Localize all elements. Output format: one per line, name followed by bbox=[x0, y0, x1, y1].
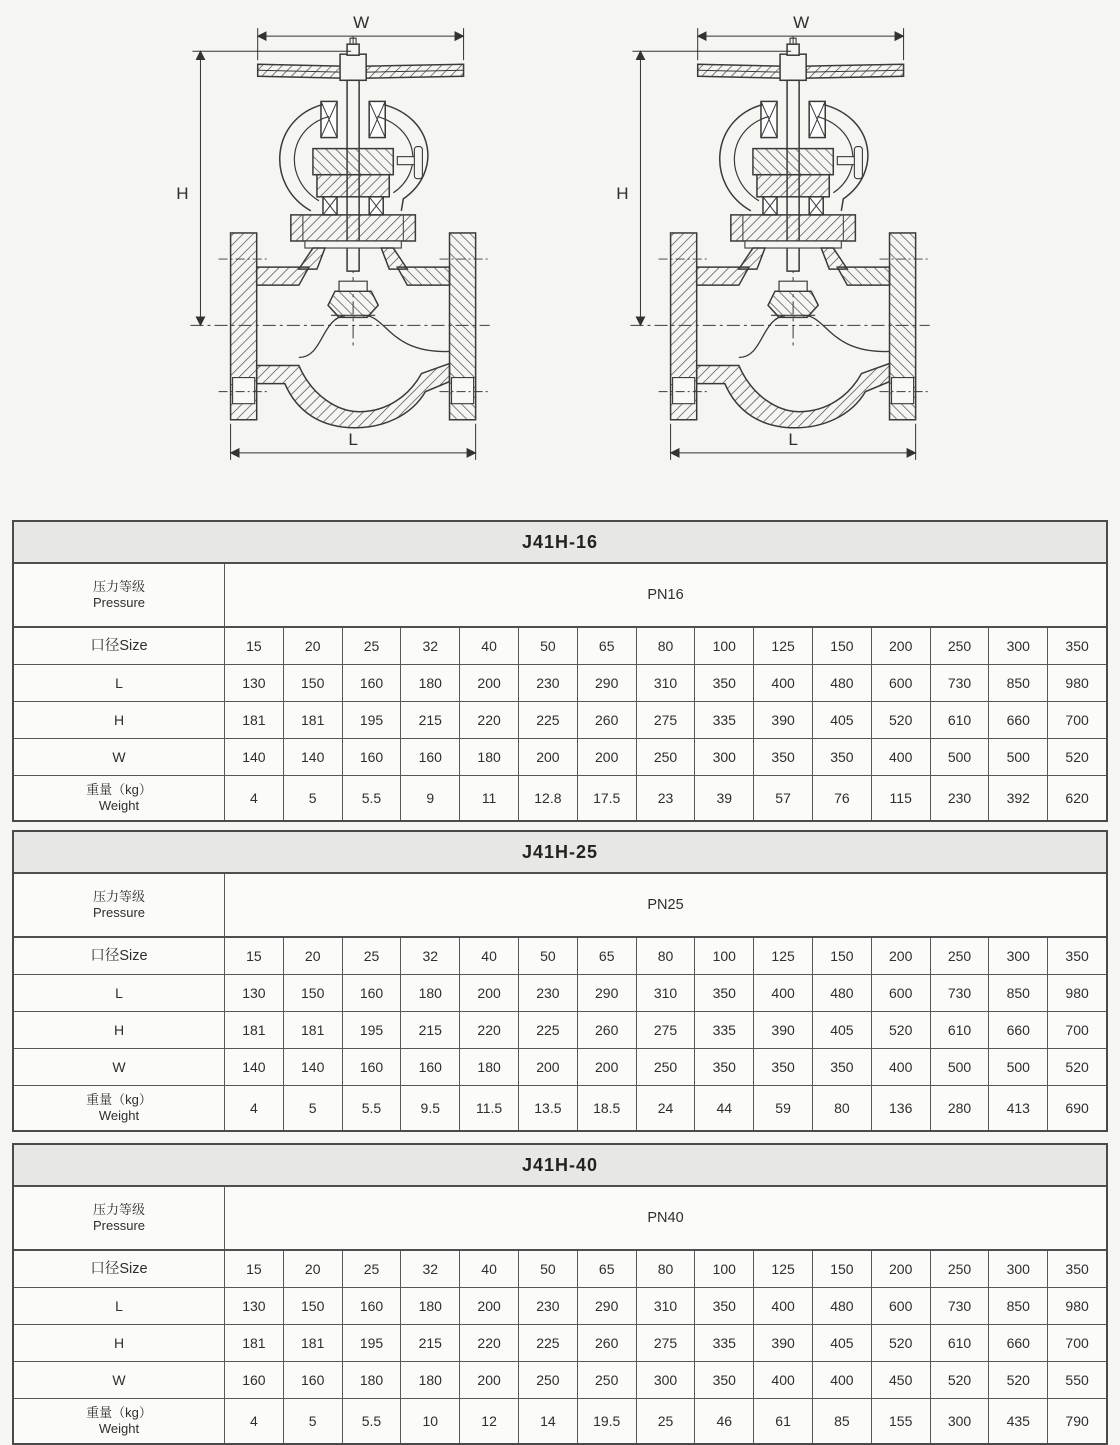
table-title: J41H-25 bbox=[14, 832, 1106, 872]
data-cell: 520 bbox=[988, 1362, 1047, 1398]
data-cell: 160 bbox=[400, 1049, 459, 1085]
data-cell: 140 bbox=[224, 1049, 283, 1085]
data-cell: 25 bbox=[636, 1399, 695, 1443]
size-value-cell: 300 bbox=[988, 628, 1047, 664]
data-cell: 5 bbox=[283, 776, 342, 820]
data-cell: 400 bbox=[871, 1049, 930, 1085]
pressure-value-cell: PN16 bbox=[224, 564, 1106, 626]
data-cell: 350 bbox=[753, 739, 812, 775]
data-cell: 195 bbox=[342, 1012, 401, 1048]
size-value-cell: 125 bbox=[753, 938, 812, 974]
data-cell: 57 bbox=[753, 776, 812, 820]
data-cell: 140 bbox=[283, 1049, 342, 1085]
data-cell: 4 bbox=[224, 1399, 283, 1443]
size-value-cell: 32 bbox=[400, 628, 459, 664]
data-cell: 220 bbox=[459, 702, 518, 738]
size-value-cell: 200 bbox=[871, 628, 930, 664]
data-cell: 260 bbox=[577, 1012, 636, 1048]
size-value-cell: 100 bbox=[694, 1251, 753, 1287]
data-cell: 12 bbox=[459, 1399, 518, 1443]
row-label-cell bbox=[14, 1399, 224, 1443]
data-cell: 400 bbox=[753, 1288, 812, 1324]
data-cell: 200 bbox=[577, 739, 636, 775]
data-cell: 130 bbox=[224, 665, 283, 701]
size-value-cell: 65 bbox=[577, 628, 636, 664]
size-value-cell: 200 bbox=[871, 938, 930, 974]
size-value-cell: 40 bbox=[459, 628, 518, 664]
data-cell: 181 bbox=[283, 702, 342, 738]
pressure-label-cn: 压力等级 bbox=[92, 1201, 145, 1217]
data-cell: 790 bbox=[1047, 1399, 1106, 1443]
data-cell: 9.5 bbox=[400, 1086, 459, 1130]
row-label-cn: 重量（kg） bbox=[86, 781, 152, 797]
data-cell: 195 bbox=[342, 702, 401, 738]
data-cell: 140 bbox=[224, 739, 283, 775]
data-cell: 160 bbox=[342, 975, 401, 1011]
data-cell: 600 bbox=[871, 975, 930, 1011]
size-value-cell: 125 bbox=[753, 628, 812, 664]
data-cell: 44 bbox=[694, 1086, 753, 1130]
table-row bbox=[14, 1048, 1106, 1085]
data-cell: 480 bbox=[812, 1288, 871, 1324]
data-cell: 140 bbox=[283, 739, 342, 775]
size-value-cell: 20 bbox=[283, 1251, 342, 1287]
data-cell: 11 bbox=[459, 776, 518, 820]
size-value-cell: 15 bbox=[224, 938, 283, 974]
pressure-label-cn: 压力等级 bbox=[92, 888, 145, 904]
size-value-cell: 32 bbox=[400, 1251, 459, 1287]
row-label-cn: 重量（kg） bbox=[86, 1404, 152, 1420]
size-value-cell: 350 bbox=[1047, 938, 1106, 974]
table-row bbox=[14, 664, 1106, 701]
data-cell: 160 bbox=[224, 1362, 283, 1398]
data-cell: 19.5 bbox=[577, 1399, 636, 1443]
data-cell: 23 bbox=[636, 776, 695, 820]
data-cell: 130 bbox=[224, 975, 283, 1011]
size-row bbox=[14, 1249, 1106, 1287]
data-cell: 600 bbox=[871, 665, 930, 701]
data-cell: 610 bbox=[930, 1012, 989, 1048]
pressure-row bbox=[14, 872, 1106, 936]
table-title: J41H-40 bbox=[14, 1145, 1106, 1185]
data-cell: 520 bbox=[871, 1325, 930, 1361]
row-label-cell bbox=[14, 1086, 224, 1130]
data-cell: 500 bbox=[930, 1049, 989, 1085]
data-cell: 225 bbox=[518, 1325, 577, 1361]
table-row bbox=[14, 738, 1106, 775]
data-cell: 610 bbox=[930, 1325, 989, 1361]
data-cell: 980 bbox=[1047, 975, 1106, 1011]
size-value-cell: 150 bbox=[812, 628, 871, 664]
size-value-cell: 100 bbox=[694, 628, 753, 664]
size-value-cell: 40 bbox=[459, 1251, 518, 1287]
size-value-cell: 200 bbox=[871, 1251, 930, 1287]
data-cell: 450 bbox=[871, 1362, 930, 1398]
data-cell: 181 bbox=[224, 1325, 283, 1361]
data-cell: 350 bbox=[694, 1049, 753, 1085]
data-cell: 160 bbox=[342, 1049, 401, 1085]
pressure-value-cell: PN25 bbox=[224, 874, 1106, 936]
data-cell: 180 bbox=[342, 1362, 401, 1398]
data-cell: 136 bbox=[871, 1086, 930, 1130]
data-cell: 700 bbox=[1047, 702, 1106, 738]
data-cell: 13.5 bbox=[518, 1086, 577, 1130]
data-cell: 215 bbox=[400, 702, 459, 738]
data-cell: 225 bbox=[518, 1012, 577, 1048]
size-value-cell: 25 bbox=[342, 938, 401, 974]
data-cell: 155 bbox=[871, 1399, 930, 1443]
size-value-cell: 50 bbox=[518, 628, 577, 664]
data-cell: 730 bbox=[930, 1288, 989, 1324]
data-cell: 310 bbox=[636, 1288, 695, 1324]
data-cell: 215 bbox=[400, 1012, 459, 1048]
table-row bbox=[14, 1085, 1106, 1130]
globe-valve-section-drawing-right bbox=[600, 6, 936, 478]
data-cell: 335 bbox=[694, 1012, 753, 1048]
size-value-cell: 250 bbox=[930, 1251, 989, 1287]
data-cell: 660 bbox=[988, 1012, 1047, 1048]
row-label-cell bbox=[14, 776, 224, 820]
size-value-cell: 40 bbox=[459, 938, 518, 974]
data-cell: 550 bbox=[1047, 1362, 1106, 1398]
data-cell: 230 bbox=[518, 975, 577, 1011]
data-cell: 230 bbox=[518, 1288, 577, 1324]
data-cell: 405 bbox=[812, 702, 871, 738]
data-cell: 350 bbox=[694, 1362, 753, 1398]
pressure-label-en: Pressure bbox=[92, 1217, 146, 1233]
data-cell: 400 bbox=[812, 1362, 871, 1398]
data-cell: 59 bbox=[753, 1086, 812, 1130]
spec-table-j41h-25 bbox=[12, 830, 1108, 1132]
size-value-cell: 65 bbox=[577, 1251, 636, 1287]
size-row bbox=[14, 936, 1106, 974]
size-value-cell: 80 bbox=[636, 938, 695, 974]
data-cell: 130 bbox=[224, 1288, 283, 1324]
data-cell: 400 bbox=[753, 1362, 812, 1398]
data-cell: 500 bbox=[988, 739, 1047, 775]
data-cell: 390 bbox=[753, 702, 812, 738]
data-cell: 290 bbox=[577, 975, 636, 1011]
row-label-cell: H bbox=[113, 711, 125, 728]
data-cell: 290 bbox=[577, 1288, 636, 1324]
size-value-cell: 350 bbox=[1047, 628, 1106, 664]
size-value-cell: 100 bbox=[694, 938, 753, 974]
data-cell: 300 bbox=[694, 739, 753, 775]
data-cell: 275 bbox=[636, 702, 695, 738]
data-cell: 195 bbox=[342, 1325, 401, 1361]
data-cell: 12.8 bbox=[518, 776, 577, 820]
size-value-cell: 20 bbox=[283, 628, 342, 664]
data-cell: 850 bbox=[988, 665, 1047, 701]
data-cell: 200 bbox=[518, 739, 577, 775]
data-cell: 610 bbox=[930, 702, 989, 738]
data-cell: 350 bbox=[812, 1049, 871, 1085]
spec-table-j41h-16 bbox=[12, 520, 1108, 822]
data-cell: 5 bbox=[283, 1086, 342, 1130]
data-cell: 700 bbox=[1047, 1325, 1106, 1361]
data-cell: 350 bbox=[812, 739, 871, 775]
data-cell: 260 bbox=[577, 702, 636, 738]
data-cell: 350 bbox=[694, 665, 753, 701]
data-cell: 730 bbox=[930, 665, 989, 701]
data-cell: 46 bbox=[694, 1399, 753, 1443]
data-cell: 76 bbox=[812, 776, 871, 820]
pressure-label-cell bbox=[14, 1187, 224, 1249]
size-value-cell: 80 bbox=[636, 1251, 695, 1287]
data-cell: 160 bbox=[400, 739, 459, 775]
data-cell: 200 bbox=[518, 1049, 577, 1085]
data-cell: 335 bbox=[694, 702, 753, 738]
data-cell: 250 bbox=[577, 1362, 636, 1398]
data-cell: 5.5 bbox=[342, 776, 401, 820]
data-cell: 85 bbox=[812, 1399, 871, 1443]
data-cell: 80 bbox=[812, 1086, 871, 1130]
data-cell: 405 bbox=[812, 1012, 871, 1048]
size-value-cell: 125 bbox=[753, 1251, 812, 1287]
table-row bbox=[14, 974, 1106, 1011]
data-cell: 520 bbox=[1047, 739, 1106, 775]
data-cell: 260 bbox=[577, 1325, 636, 1361]
pressure-row bbox=[14, 562, 1106, 626]
data-cell: 200 bbox=[459, 1288, 518, 1324]
size-value-cell: 350 bbox=[1047, 1251, 1106, 1287]
size-value-cell: 65 bbox=[577, 938, 636, 974]
data-cell: 600 bbox=[871, 1288, 930, 1324]
spec-table-j41h-40 bbox=[12, 1143, 1108, 1445]
size-value-cell: 15 bbox=[224, 1251, 283, 1287]
size-value-cell: 250 bbox=[930, 628, 989, 664]
size-label-cell: 口径Size bbox=[90, 1260, 148, 1277]
data-cell: 390 bbox=[753, 1325, 812, 1361]
data-cell: 5 bbox=[283, 1399, 342, 1443]
data-cell: 200 bbox=[459, 975, 518, 1011]
size-value-cell: 50 bbox=[518, 938, 577, 974]
row-label-cell: H bbox=[113, 1021, 125, 1038]
data-cell: 850 bbox=[988, 975, 1047, 1011]
data-cell: 350 bbox=[753, 1049, 812, 1085]
data-cell: 4 bbox=[224, 776, 283, 820]
data-cell: 200 bbox=[459, 665, 518, 701]
data-cell: 300 bbox=[636, 1362, 695, 1398]
size-value-cell: 15 bbox=[224, 628, 283, 664]
data-cell: 390 bbox=[753, 1012, 812, 1048]
data-cell: 180 bbox=[400, 1288, 459, 1324]
data-cell: 150 bbox=[283, 1288, 342, 1324]
data-cell: 230 bbox=[930, 776, 989, 820]
size-value-cell: 150 bbox=[812, 1251, 871, 1287]
pressure-label-en: Pressure bbox=[92, 594, 146, 610]
size-row bbox=[14, 626, 1106, 664]
data-cell: 180 bbox=[459, 739, 518, 775]
data-cell: 181 bbox=[224, 702, 283, 738]
row-label-cell: H bbox=[113, 1334, 125, 1351]
data-cell: 150 bbox=[283, 975, 342, 1011]
data-cell: 200 bbox=[577, 1049, 636, 1085]
pressure-value-cell: PN40 bbox=[224, 1187, 1106, 1249]
table-row bbox=[14, 1287, 1106, 1324]
pressure-label-cell bbox=[14, 564, 224, 626]
table-row bbox=[14, 1398, 1106, 1443]
pressure-label-cell bbox=[14, 874, 224, 936]
data-cell: 39 bbox=[694, 776, 753, 820]
data-cell: 280 bbox=[930, 1086, 989, 1130]
data-cell: 11.5 bbox=[459, 1086, 518, 1130]
data-cell: 435 bbox=[988, 1399, 1047, 1443]
row-label-cn: 重量（kg） bbox=[86, 1091, 152, 1107]
pressure-label-cn: 压力等级 bbox=[92, 578, 145, 594]
data-cell: 660 bbox=[988, 702, 1047, 738]
data-cell: 180 bbox=[400, 665, 459, 701]
size-value-cell: 80 bbox=[636, 628, 695, 664]
data-cell: 181 bbox=[283, 1325, 342, 1361]
table-row bbox=[14, 1011, 1106, 1048]
data-cell: 14 bbox=[518, 1399, 577, 1443]
data-cell: 700 bbox=[1047, 1012, 1106, 1048]
data-cell: 520 bbox=[871, 702, 930, 738]
size-value-cell: 25 bbox=[342, 628, 401, 664]
row-label-cell: W bbox=[112, 1058, 126, 1075]
table-row bbox=[14, 701, 1106, 738]
data-cell: 660 bbox=[988, 1325, 1047, 1361]
data-cell: 181 bbox=[283, 1012, 342, 1048]
pressure-label-en: Pressure bbox=[92, 904, 146, 920]
data-cell: 160 bbox=[342, 665, 401, 701]
data-cell: 220 bbox=[459, 1012, 518, 1048]
size-label-cell: 口径Size bbox=[90, 637, 148, 654]
row-label-cell: L bbox=[115, 1297, 123, 1314]
data-cell: 180 bbox=[459, 1049, 518, 1085]
size-value-cell: 20 bbox=[283, 938, 342, 974]
row-label-cell: W bbox=[112, 1371, 126, 1388]
data-cell: 980 bbox=[1047, 1288, 1106, 1324]
data-cell: 160 bbox=[283, 1362, 342, 1398]
data-cell: 620 bbox=[1047, 776, 1106, 820]
data-cell: 400 bbox=[871, 739, 930, 775]
row-label-cell: L bbox=[115, 984, 123, 1001]
data-cell: 5.5 bbox=[342, 1086, 401, 1130]
row-label-cell: W bbox=[112, 748, 126, 765]
data-cell: 250 bbox=[518, 1362, 577, 1398]
data-cell: 250 bbox=[636, 739, 695, 775]
data-cell: 275 bbox=[636, 1012, 695, 1048]
data-cell: 200 bbox=[459, 1362, 518, 1398]
data-cell: 220 bbox=[459, 1325, 518, 1361]
data-cell: 850 bbox=[988, 1288, 1047, 1324]
size-value-cell: 150 bbox=[812, 938, 871, 974]
data-cell: 335 bbox=[694, 1325, 753, 1361]
data-cell: 520 bbox=[871, 1012, 930, 1048]
size-value-cell: 50 bbox=[518, 1251, 577, 1287]
size-value-cell: 32 bbox=[400, 938, 459, 974]
data-cell: 400 bbox=[753, 975, 812, 1011]
data-cell: 350 bbox=[694, 975, 753, 1011]
data-cell: 730 bbox=[930, 975, 989, 1011]
pressure-row bbox=[14, 1185, 1106, 1249]
data-cell: 980 bbox=[1047, 665, 1106, 701]
row-label-en: Weight bbox=[98, 1420, 140, 1436]
data-cell: 180 bbox=[400, 1362, 459, 1398]
data-cell: 275 bbox=[636, 1325, 695, 1361]
data-cell: 150 bbox=[283, 665, 342, 701]
data-cell: 18.5 bbox=[577, 1086, 636, 1130]
data-cell: 4 bbox=[224, 1086, 283, 1130]
valve-drawings-zone bbox=[0, 0, 1120, 505]
table-title: J41H-16 bbox=[14, 522, 1106, 562]
size-label-cell: 口径Size bbox=[90, 947, 148, 964]
table-row bbox=[14, 1361, 1106, 1398]
data-cell: 310 bbox=[636, 975, 695, 1011]
size-value-cell: 300 bbox=[988, 1251, 1047, 1287]
data-cell: 500 bbox=[988, 1049, 1047, 1085]
data-cell: 225 bbox=[518, 702, 577, 738]
data-cell: 230 bbox=[518, 665, 577, 701]
table-row bbox=[14, 775, 1106, 820]
data-cell: 10 bbox=[400, 1399, 459, 1443]
data-cell: 520 bbox=[930, 1362, 989, 1398]
data-cell: 5.5 bbox=[342, 1399, 401, 1443]
data-cell: 180 bbox=[400, 975, 459, 1011]
data-cell: 215 bbox=[400, 1325, 459, 1361]
data-cell: 480 bbox=[812, 975, 871, 1011]
data-cell: 413 bbox=[988, 1086, 1047, 1130]
data-cell: 500 bbox=[930, 739, 989, 775]
data-cell: 405 bbox=[812, 1325, 871, 1361]
data-cell: 310 bbox=[636, 665, 695, 701]
data-cell: 181 bbox=[224, 1012, 283, 1048]
data-cell: 290 bbox=[577, 665, 636, 701]
data-cell: 160 bbox=[342, 1288, 401, 1324]
data-cell: 9 bbox=[400, 776, 459, 820]
data-cell: 480 bbox=[812, 665, 871, 701]
size-value-cell: 25 bbox=[342, 1251, 401, 1287]
data-cell: 61 bbox=[753, 1399, 812, 1443]
data-cell: 24 bbox=[636, 1086, 695, 1130]
data-cell: 400 bbox=[753, 665, 812, 701]
row-label-en: Weight bbox=[98, 1107, 140, 1123]
data-cell: 690 bbox=[1047, 1086, 1106, 1130]
row-label-cell: L bbox=[115, 674, 123, 691]
data-cell: 520 bbox=[1047, 1049, 1106, 1085]
data-cell: 250 bbox=[636, 1049, 695, 1085]
row-label-en: Weight bbox=[98, 797, 140, 813]
data-cell: 392 bbox=[988, 776, 1047, 820]
size-value-cell: 300 bbox=[988, 938, 1047, 974]
data-cell: 300 bbox=[930, 1399, 989, 1443]
data-cell: 160 bbox=[342, 739, 401, 775]
data-cell: 115 bbox=[871, 776, 930, 820]
data-cell: 350 bbox=[694, 1288, 753, 1324]
globe-valve-section-drawing-left bbox=[160, 6, 496, 478]
data-cell: 17.5 bbox=[577, 776, 636, 820]
table-row bbox=[14, 1324, 1106, 1361]
size-value-cell: 250 bbox=[930, 938, 989, 974]
